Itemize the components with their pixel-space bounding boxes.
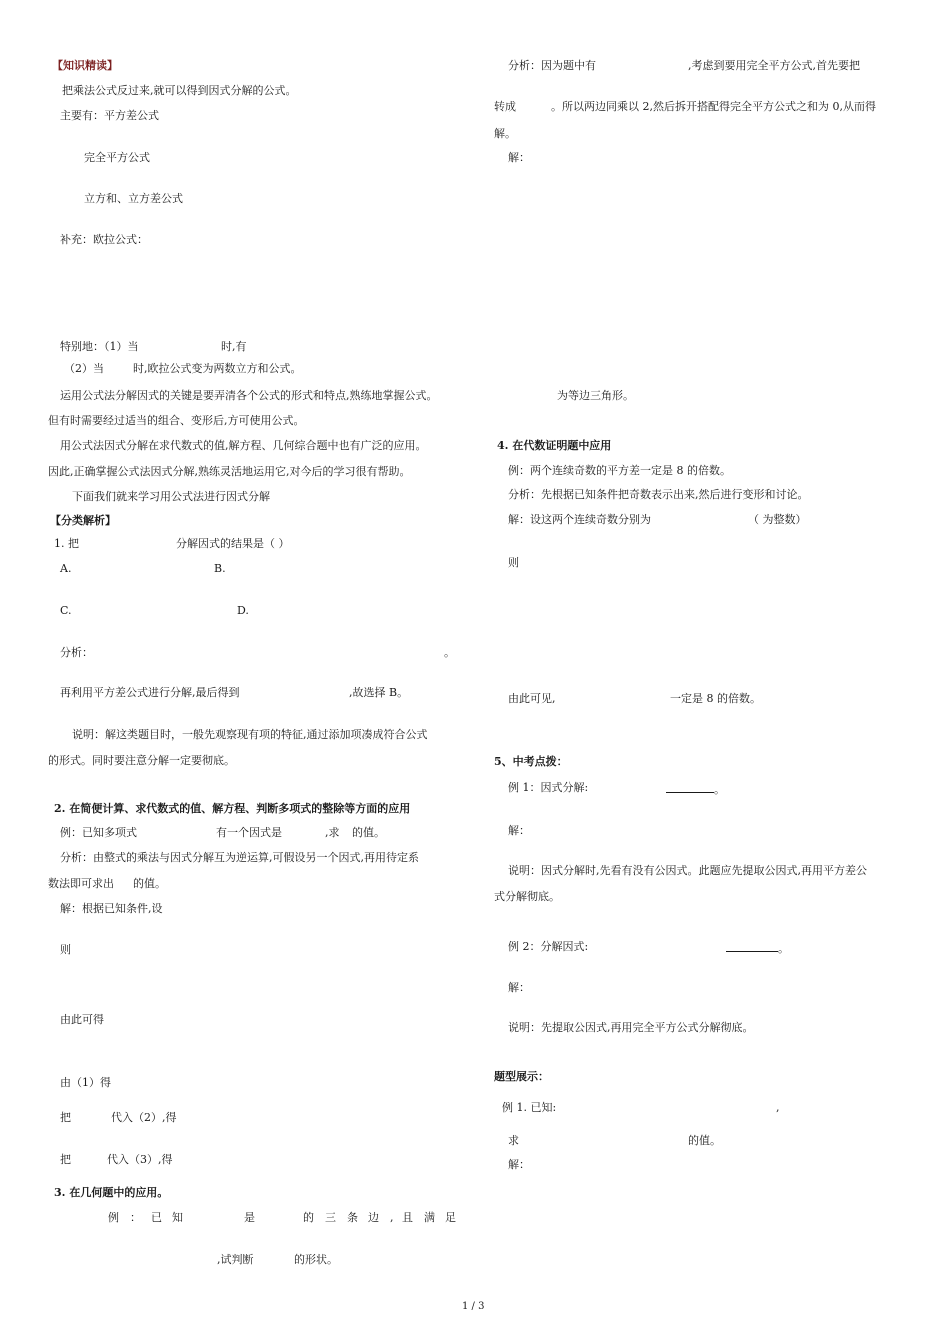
- example-3-char: 的: [303, 1211, 314, 1224]
- substitute-2-text: 代入（2）,得: [111, 1111, 177, 1124]
- exam-example-1: 例 1：因式分解:: [508, 781, 589, 794]
- example-3-char: 满: [424, 1211, 435, 1224]
- showcase-find: 求: [508, 1134, 519, 1147]
- note-5-2: 说明：先提取公因式,再用完全平方公式分解彻底。: [508, 1021, 754, 1034]
- example-3-char: ,: [390, 1211, 394, 1224]
- option-c: C.: [60, 604, 72, 617]
- analysis-2-line-2: 数法即可求出: [48, 877, 114, 890]
- example-3-judge: ,试判断: [217, 1253, 254, 1266]
- q1-result-text: 再利用平方差公式进行分解,最后得到: [60, 686, 240, 699]
- question-1-number: 1. 把: [54, 537, 79, 550]
- perfect-square-text: 完全平方公式: [84, 151, 150, 164]
- example-3-shape: 的形状。: [294, 1253, 338, 1266]
- section-heading-2: 2. 在简便计算、求代数式的值、解方程、判断多项式的整除等方面的应用: [54, 802, 411, 815]
- example-3-char: 足: [445, 1211, 456, 1224]
- example-3-char: 三: [325, 1211, 336, 1224]
- supplement-text: 补充：欧拉公式：: [60, 233, 148, 246]
- option-b: B.: [214, 562, 226, 575]
- example-3-char: 已: [151, 1211, 162, 1224]
- example-2-value: 的值。: [352, 826, 385, 839]
- q1-answer-text: ,故选择 B。: [349, 686, 409, 699]
- showcase-example-1: 例 1. 已知:: [502, 1101, 557, 1114]
- special-case-1-result: 时,有: [221, 340, 247, 353]
- section-heading-classify: 【分类解析】: [50, 514, 116, 527]
- solution-2-text: 解：根据已知条件,设: [60, 902, 163, 915]
- showcase-comma: ,: [776, 1101, 780, 1114]
- paragraph-1-line-1: 运用公式法分解因式的关键是要弄清各个公式的形式和特点,熟练地掌握公式。: [60, 389, 438, 402]
- example-2-factor: 有一个因式是: [216, 826, 282, 839]
- example-3-char: 例: [108, 1211, 119, 1224]
- analysis-period: 。: [444, 646, 455, 659]
- substitute-3-label: 把: [60, 1153, 71, 1166]
- special-case-2-label: （2）当: [64, 362, 104, 375]
- paragraph-2-line-1: 用公式法因式分解在求代数式的值,解方程、几何综合题中也有广泛的应用。: [60, 439, 427, 452]
- then-label: 则: [60, 943, 71, 956]
- section-heading-6: 题型展示：: [494, 1070, 549, 1083]
- from-this-label: 由此可得: [60, 1013, 104, 1026]
- paragraph-1-line-2: 但有时需要经过适当的组合、变形后,方可使用公式。: [48, 414, 305, 427]
- solution-4-integer-note: （ 为整数）: [748, 513, 807, 526]
- exam-example-2: 例 2：分解因式:: [508, 940, 589, 953]
- section-heading-3: 3. 在几何题中的应用。: [54, 1186, 169, 1199]
- note-1-line-2: 的形式。同时要注意分解一定要彻底。: [48, 754, 235, 767]
- analysis-4-text: 分析：先根据已知条件把奇数表示出来,然后进行变形和讨论。: [508, 488, 809, 501]
- showcase-value: 的值。: [688, 1134, 721, 1147]
- analysis-3-line-3: 解。: [494, 127, 516, 140]
- section-heading-knowledge: 【知识精读】: [52, 59, 118, 72]
- solution-4-text: 解：设这两个连续奇数分别为: [508, 513, 651, 526]
- page-number: 1 / 3: [462, 1301, 485, 1312]
- conclusion-text: 由此可见,: [508, 692, 556, 705]
- cube-sum-diff-text: 立方和、立方差公式: [84, 192, 183, 205]
- example-3-char: 是: [244, 1211, 255, 1224]
- substitute-3-text: 代入（3）,得: [107, 1153, 173, 1166]
- note-5-1-line-1: 说明：因式分解时,先看有没有公因式。此题应先提取公因式,再用平方差公: [508, 864, 867, 877]
- analysis-3-line-2-end: 。所以两边同乘以 2,然后拆开搭配得完全平方公式之和为 0,从而得: [551, 100, 876, 113]
- intro-text: 把乘法公式反过来,就可以得到因式分解的公式。: [62, 84, 297, 97]
- example-2-text: 例：已知多项式: [60, 826, 137, 839]
- exam-2-solution-label: 解：: [508, 981, 530, 994]
- conclusion-end: 一定是 8 的倍数。: [670, 692, 761, 705]
- option-d: D.: [237, 604, 249, 617]
- section-heading-4: 4. 在代数证明题中应用: [497, 439, 612, 452]
- analysis-3-line-1: 分析：因为题中有: [508, 59, 596, 72]
- analysis-2-line-2-end: 的值。: [133, 877, 166, 890]
- example-3-char: 知: [172, 1211, 183, 1224]
- note-1-line-1: 说明：解这类题目时，一般先观察现有项的特征,通过添加项凑成符合公式: [72, 728, 428, 741]
- special-case-2-result: 时,欧拉公式变为两数立方和公式。: [133, 362, 302, 375]
- example-3-char: 边: [368, 1211, 379, 1224]
- special-case-1-label: 特别地：（1）当: [60, 340, 139, 353]
- example-3-char: ：: [130, 1211, 141, 1224]
- then-label-right: 则: [508, 556, 519, 569]
- paragraph-3: 下面我们就来学习用公式法进行因式分解: [72, 490, 270, 503]
- option-a: A.: [60, 562, 72, 575]
- showcase-solution-label: 解：: [508, 1158, 530, 1171]
- note-5-1-line-2: 式分解彻底。: [494, 890, 560, 903]
- example-3-char: 且: [402, 1211, 413, 1224]
- analysis-2-line-1: 分析：由整式的乘法与因式分解互为逆运算,可假设另一个因式,再用待定系: [60, 851, 419, 864]
- analysis-3-line-1-end: ,考虑到要用完全平方公式,首先要把: [688, 59, 860, 72]
- equilateral-text: 为等边三角形。: [557, 389, 634, 402]
- answer-blank-1: 。: [666, 781, 725, 797]
- substitute-2-label: 把: [60, 1111, 71, 1124]
- analysis-label: 分析：: [60, 646, 93, 659]
- example-2-find: ,求: [325, 826, 340, 839]
- analysis-3-line-2: 转成: [494, 100, 516, 113]
- example-3-char: 条: [347, 1211, 358, 1224]
- section-heading-5: 5、中考点拨：: [494, 755, 568, 768]
- answer-blank-2: 。: [726, 940, 789, 956]
- main-formulas-text: 主要有：平方差公式: [60, 109, 159, 122]
- exam-1-solution-label: 解：: [508, 824, 530, 837]
- from-1-label: 由（1）得: [60, 1076, 111, 1089]
- paragraph-2-line-2: 因此,正确掌握公式法因式分解,熟练灵活地运用它,对今后的学习很有帮助。: [48, 465, 411, 478]
- question-1-text: 分解因式的结果是（ ）: [176, 537, 290, 550]
- example-4-text: 例：两个连续奇数的平方差一定是 8 的倍数。: [508, 464, 731, 477]
- solution-3-label: 解：: [508, 151, 530, 164]
